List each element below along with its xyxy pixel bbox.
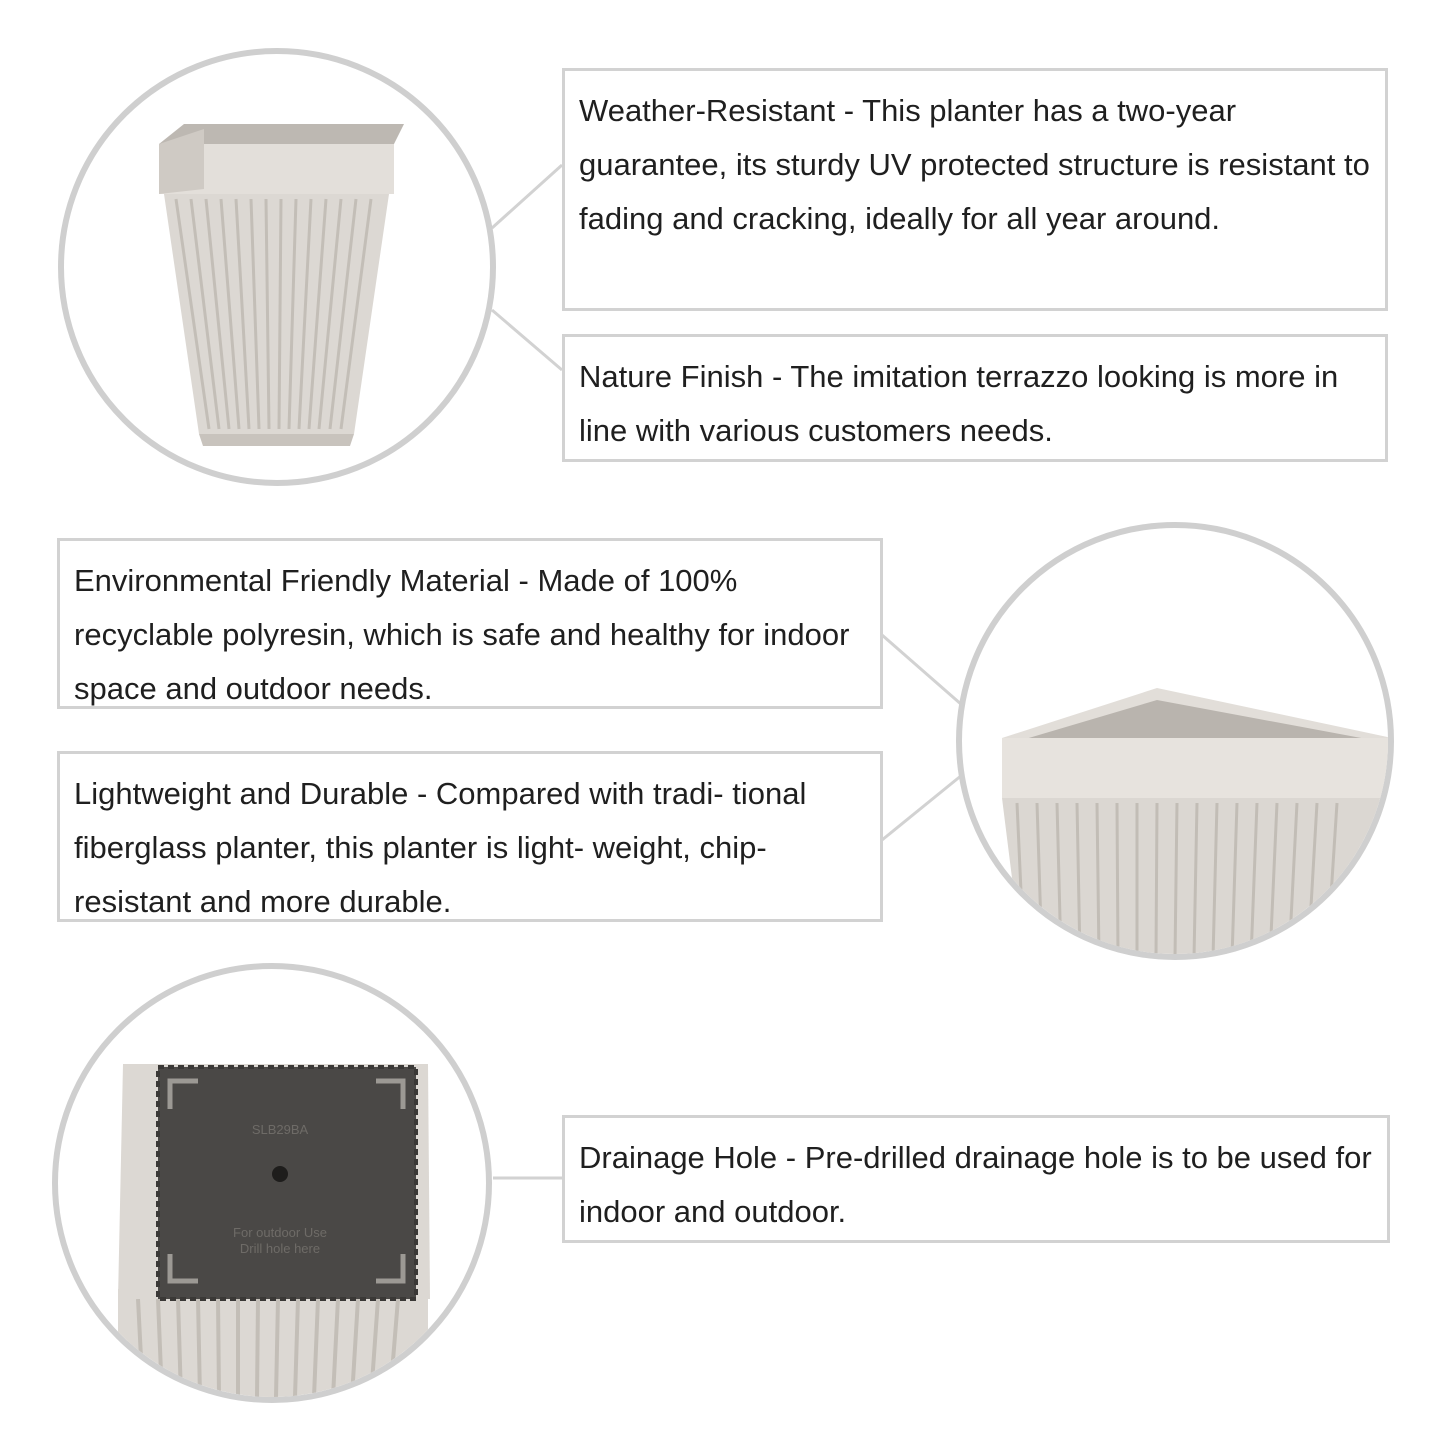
connector-line-weather: [492, 165, 562, 228]
base-model-label: SLB29BA: [251, 1122, 309, 1137]
feature-box-weather: [562, 68, 1388, 311]
base-label-line2: Drill hole here: [239, 1241, 321, 1256]
base-label-line1: For outdoor Use: [233, 1225, 327, 1240]
feature-box-drainage: [562, 1115, 1390, 1243]
planter-base-image: [58, 969, 486, 1397]
feature-text-durable: Lightweight and Durable - Compared with tradi- tional fiberglass planter, this planter is light- weight, chip-resistant and more durable.: [74, 776, 807, 919]
feature-text-nature: Nature Finish - The imitation terrazzo looking is more in line with various customers needs.: [579, 359, 1339, 448]
planter-full-view-circle: [58, 48, 496, 486]
feature-box-durable: [57, 751, 883, 922]
feature-box-nature: [562, 334, 1388, 462]
planter-tall-image: [64, 54, 490, 480]
feature-text-material: Environmental Friendly Material - Made of 100% recyclable polyresin, which is safe and healthy for indoor space and outdoor needs.: [74, 563, 850, 706]
planter-rim-image: [962, 528, 1388, 954]
feature-text-weather: Weather-Resistant - This planter has a two-year guarantee, its sturdy UV protected structure is resistant to fading and cracking, ideally for all year around.: [579, 93, 1370, 236]
connector-line-durable: [882, 775, 962, 840]
connector-line-nature: [492, 310, 562, 370]
feature-text-drainage: Drainage Hole - Pre-drilled drainage hole is to be used for indoor and outdoor.: [579, 1140, 1372, 1229]
planter-rim-detail-circle: [956, 522, 1394, 960]
planter-base-circle: [52, 963, 492, 1403]
feature-box-material: [57, 538, 883, 709]
connector-line-material: [882, 635, 962, 705]
